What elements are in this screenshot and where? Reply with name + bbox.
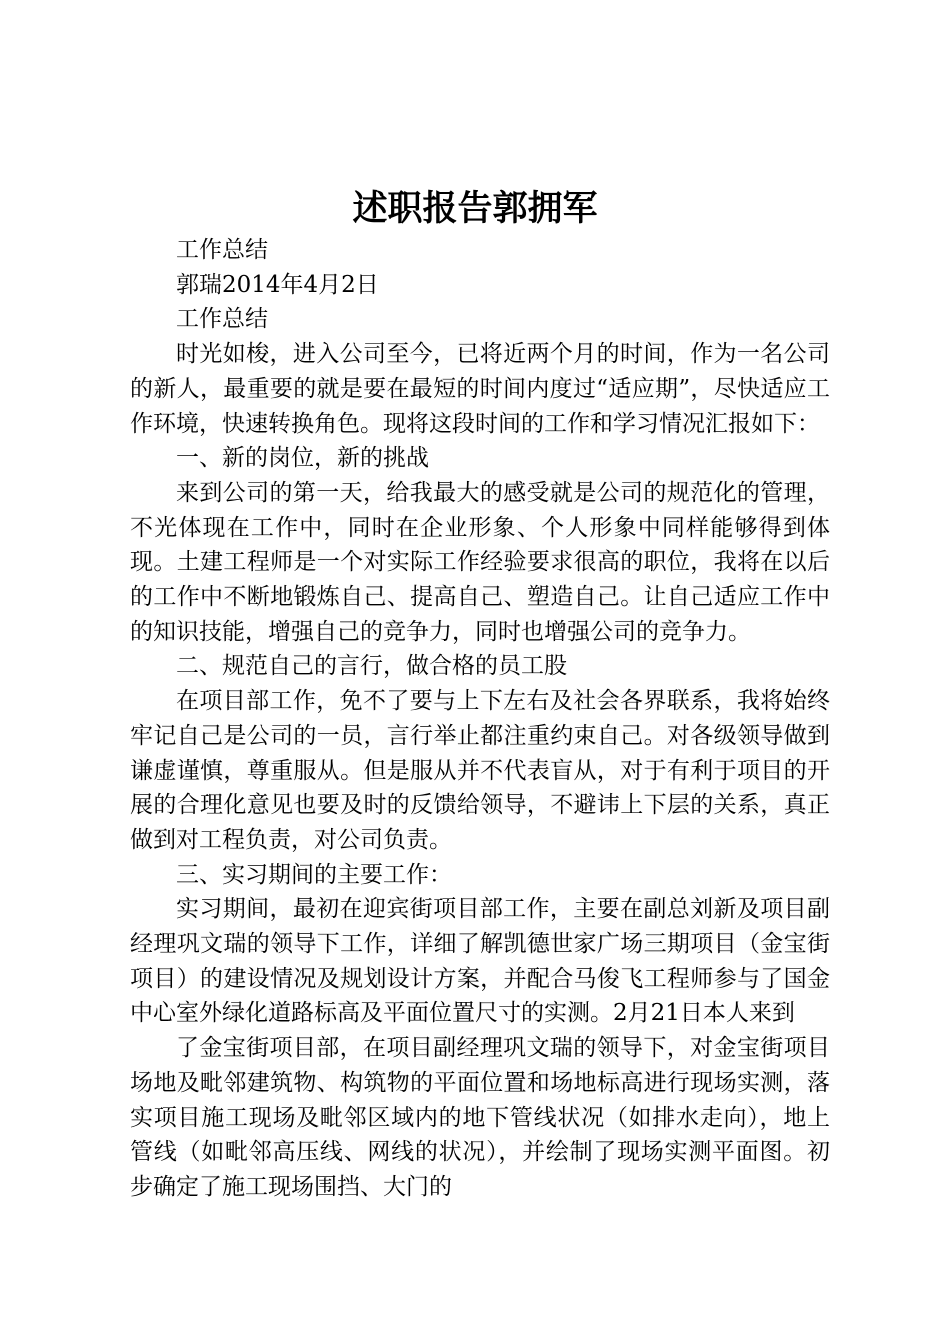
paragraph-author-date: 郭瑞2014年4月2日	[176, 271, 379, 298]
section-heading: 三、实习期间的主要工作：	[176, 861, 452, 888]
paragraph: 来到公司的第一天，给我最大的感受就是公司的规范化的管理，不光体现在工作中，同时在企业形象、个人形象中同样能够得到体现。土建工程师是一个对实际工作经验要求很高的职位，我将在以后的工作中不断地锻炼自己、提高自己、塑造自己。让自己适应工作中的知识技能，增强自己的竞争力，同时也增强公司的竞争力。	[130, 479, 830, 645]
paragraph: 了金宝街项目部，在项目副经理巩文瑞的领导下，对金宝街项目场地及毗邻建筑物、构筑物的平面位置和场地标高进行现场实测，落实项目施工现场及毗邻区域内的地下管线状况（如排水走向），地上管线（如毗邻高压线、网线的状况），并绘制了现场实测平面图。初步确定了施工现场围挡、大门的	[130, 1035, 830, 1200]
document-body	[130, 233, 830, 1205]
paragraph: 实习期间，最初在迎宾街项目部工作，主要在副总刘新及项目副经理巩文瑞的领导下工作，详细了解凯德世家广场三期项目（金宝街项目）的建设情况及规划设计方案，并配合马俊飞工程师参与了国金中心室外绿化道路标高及平面位置尺寸的实测。2月21日本人来到	[130, 896, 830, 1027]
paragraph-heading: 工作总结	[176, 237, 268, 263]
paragraph: 时光如梭，进入公司至今，已将近两个月的时间，作为一名公司的新人，最重要的就是要在最短的时间内度过“适应期”，尽快适应工作环境，快速转换角色。现将这段时间的工作和学习情况汇报如下：	[130, 341, 830, 437]
paragraph-heading: 工作总结	[176, 306, 268, 333]
paragraph: 在项目部工作，免不了要与上下左右及社会各界联系，我将始终牢记自己是公司的一员，言行举止都注重约束自己。对各级领导做到谦虚谨慎，尊重服从。但是服从并不代表盲从，对于有利于项目的开展的合理化意见也要及时的反馈给领导，不避讳上下层的关系，真正做到对工程负责，对公司负责。	[130, 688, 830, 853]
section-heading: 一、新的岗位，新的挑战	[176, 445, 429, 472]
section-heading: 二、规范自己的言行，做合格的员工股	[176, 653, 567, 680]
document-title: 述职报告郭拥军	[352, 188, 598, 229]
